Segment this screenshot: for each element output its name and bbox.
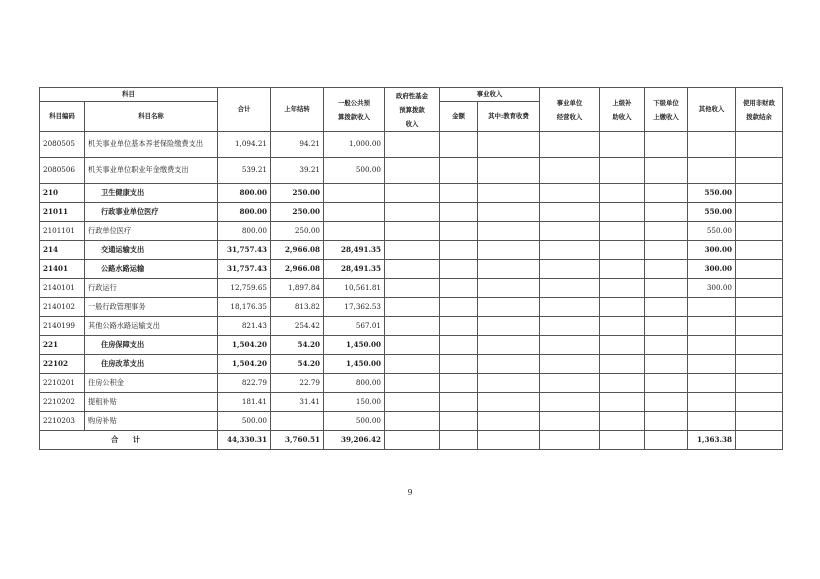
row-gov-fund: [385, 355, 440, 374]
header-other-income: 其他收入: [688, 88, 736, 132]
row-lower-remit: [645, 203, 688, 222]
row-unit-business: [540, 241, 600, 260]
row-code: 2140102: [40, 298, 85, 317]
row-code: 2210201: [40, 374, 85, 393]
row-amount: [440, 336, 478, 355]
row-unit-business: [540, 158, 600, 184]
row-name: 一般行政管理事务: [85, 298, 218, 317]
row-carryover: 250.00: [271, 222, 324, 241]
row-name: 住房改革支出: [85, 355, 218, 374]
row-unit-business: [540, 393, 600, 412]
row-edu-fee: [478, 393, 540, 412]
row-total: 31,757.43: [218, 241, 271, 260]
row-unit-business: [540, 317, 600, 336]
row-total: 800.00: [218, 222, 271, 241]
row-total: 1,504.20: [218, 336, 271, 355]
row-upper-subsidy: [600, 260, 645, 279]
row-carryover: 1,897.84: [271, 279, 324, 298]
row-edu-fee: [478, 279, 540, 298]
row-gov-fund: [385, 374, 440, 393]
totals-carryover: 3,760.51: [271, 431, 324, 450]
totals-lower-remit: [645, 431, 688, 450]
totals-total: 44,330.31: [218, 431, 271, 450]
table-row: [40, 317, 783, 336]
row-general: [324, 203, 385, 222]
row-other: 300.00: [688, 241, 736, 260]
row-code: 221: [40, 336, 85, 355]
row-carryover: 31.41: [271, 393, 324, 412]
row-carryover: 94.21: [271, 132, 324, 158]
row-upper-subsidy: [600, 132, 645, 158]
row-gov-fund: [385, 336, 440, 355]
row-edu-fee: [478, 203, 540, 222]
table-row: [40, 374, 783, 393]
row-other: [688, 412, 736, 431]
table-row: [40, 298, 783, 317]
row-edu-fee: [478, 317, 540, 336]
row-general: 150.00: [324, 393, 385, 412]
row-upper-subsidy: [600, 184, 645, 203]
row-name: 卫生健康支出: [85, 184, 218, 203]
row-general: 1,450.00: [324, 355, 385, 374]
row-other: [688, 132, 736, 158]
row-lower-remit: [645, 393, 688, 412]
row-carryover: 813.82: [271, 298, 324, 317]
row-code: 2210202: [40, 393, 85, 412]
totals-non-fiscal: [736, 431, 783, 450]
row-general: 567.01: [324, 317, 385, 336]
row-amount: [440, 298, 478, 317]
row-edu-fee: [478, 222, 540, 241]
table-row: [40, 184, 783, 203]
row-amount: [440, 317, 478, 336]
row-non-fiscal: [736, 336, 783, 355]
row-edu-fee: [478, 336, 540, 355]
row-name: 公路水路运输: [85, 260, 218, 279]
row-other: [688, 158, 736, 184]
row-general: 500.00: [324, 412, 385, 431]
row-other: 550.00: [688, 203, 736, 222]
page-number: 9: [407, 488, 413, 497]
row-amount: [440, 355, 478, 374]
row-name: 机关事业单位职业年金缴费支出: [85, 158, 218, 184]
table-row: [40, 158, 783, 184]
row-name: 其他公路水路运输支出: [85, 317, 218, 336]
row-carryover: 2,966.08: [271, 241, 324, 260]
row-non-fiscal: [736, 355, 783, 374]
row-name: 住房公积金: [85, 374, 218, 393]
row-name: 交通运输支出: [85, 241, 218, 260]
row-name: 行政单位医疗: [85, 222, 218, 241]
row-upper-subsidy: [600, 336, 645, 355]
row-unit-business: [540, 374, 600, 393]
row-carryover: 254.42: [271, 317, 324, 336]
row-code: 2140101: [40, 279, 85, 298]
table-row: [40, 241, 783, 260]
row-unit-business: [540, 184, 600, 203]
row-upper-subsidy: [600, 374, 645, 393]
row-general: [324, 184, 385, 203]
table-row: [40, 412, 783, 431]
row-gov-fund: [385, 393, 440, 412]
row-total: 18,176.35: [218, 298, 271, 317]
row-unit-business: [540, 298, 600, 317]
row-amount: [440, 393, 478, 412]
row-lower-remit: [645, 336, 688, 355]
row-total: 539.21: [218, 158, 271, 184]
header-subject-name: 科目名称: [85, 102, 218, 132]
row-name: 行政运行: [85, 279, 218, 298]
row-non-fiscal: [736, 203, 783, 222]
header-general-budget-text: 一般公共预 算拨款收入: [338, 98, 370, 121]
row-upper-subsidy: [600, 203, 645, 222]
row-unit-business: [540, 336, 600, 355]
row-other: [688, 393, 736, 412]
row-amount: [440, 132, 478, 158]
header-business-income: 事业收入: [440, 88, 540, 102]
row-upper-subsidy: [600, 279, 645, 298]
row-unit-business: [540, 279, 600, 298]
row-lower-remit: [645, 132, 688, 158]
header-non-fiscal-carry-text: 使用非财政 拨款结余: [743, 98, 775, 121]
row-amount: [440, 260, 478, 279]
totals-row: [40, 431, 783, 450]
row-lower-remit: [645, 241, 688, 260]
row-upper-subsidy: [600, 412, 645, 431]
header-gov-fund-text: 政府性基金 预算拨款 收入: [396, 91, 428, 128]
row-total: 1,504.20: [218, 355, 271, 374]
header-lower-remit-text: 下级单位 上缴收入: [653, 98, 679, 121]
row-lower-remit: [645, 355, 688, 374]
row-amount: [440, 184, 478, 203]
row-carryover: 250.00: [271, 203, 324, 222]
totals-edu-fee: [478, 431, 540, 450]
row-gov-fund: [385, 184, 440, 203]
row-amount: [440, 222, 478, 241]
row-edu-fee: [478, 355, 540, 374]
row-upper-subsidy: [600, 222, 645, 241]
header-upper-subsidy-text: 上级补 助收入: [612, 98, 632, 121]
totals-other: 1,363.38: [688, 431, 736, 450]
header-lower-remit: [645, 88, 688, 132]
row-general: 17,362.53: [324, 298, 385, 317]
row-code: 22102: [40, 355, 85, 374]
row-amount: [440, 374, 478, 393]
row-gov-fund: [385, 279, 440, 298]
row-non-fiscal: [736, 393, 783, 412]
row-other: 550.00: [688, 184, 736, 203]
row-code: 21011: [40, 203, 85, 222]
row-general: 1,000.00: [324, 132, 385, 158]
row-unit-business: [540, 412, 600, 431]
table-row: [40, 355, 783, 374]
row-gov-fund: [385, 241, 440, 260]
header-general-budget: [324, 88, 385, 132]
row-amount: [440, 158, 478, 184]
row-edu-fee: [478, 184, 540, 203]
row-edu-fee: [478, 260, 540, 279]
header-carryover: 上年结转: [271, 88, 324, 132]
row-other: 300.00: [688, 260, 736, 279]
row-total: 12,759.65: [218, 279, 271, 298]
row-other: [688, 317, 736, 336]
row-edu-fee: [478, 298, 540, 317]
row-total: 31,757.43: [218, 260, 271, 279]
row-code: 2210203: [40, 412, 85, 431]
row-upper-subsidy: [600, 158, 645, 184]
header-unit-business-text: 事业单位 经营收入: [556, 98, 583, 121]
row-carryover: 39.21: [271, 158, 324, 184]
row-gov-fund: [385, 298, 440, 317]
header-non-fiscal-carry: [736, 88, 783, 132]
row-upper-subsidy: [600, 393, 645, 412]
row-upper-subsidy: [600, 317, 645, 336]
row-unit-business: [540, 260, 600, 279]
row-other: [688, 355, 736, 374]
row-code: 214: [40, 241, 85, 260]
row-total: 800.00: [218, 184, 271, 203]
table-row: [40, 132, 783, 158]
row-gov-fund: [385, 412, 440, 431]
row-non-fiscal: [736, 241, 783, 260]
row-other: 550.00: [688, 222, 736, 241]
row-total: 822.79: [218, 374, 271, 393]
row-total: 500.00: [218, 412, 271, 431]
budget-table-frame: [39, 87, 783, 450]
row-lower-remit: [645, 158, 688, 184]
row-total: 821.43: [218, 317, 271, 336]
row-edu-fee: [478, 241, 540, 260]
header-subject-code: 科目编码: [40, 102, 85, 132]
totals-gov-fund: [385, 431, 440, 450]
row-upper-subsidy: [600, 298, 645, 317]
row-amount: [440, 279, 478, 298]
row-amount: [440, 412, 478, 431]
row-non-fiscal: [736, 317, 783, 336]
row-other: [688, 298, 736, 317]
header-amount: 金额: [440, 102, 478, 132]
row-other: 300.00: [688, 279, 736, 298]
row-code: 2080506: [40, 158, 85, 184]
row-carryover: 250.00: [271, 184, 324, 203]
row-carryover: 54.20: [271, 336, 324, 355]
row-non-fiscal: [736, 132, 783, 158]
row-other: [688, 374, 736, 393]
row-unit-business: [540, 132, 600, 158]
row-lower-remit: [645, 184, 688, 203]
totals-label: 合 计: [40, 431, 218, 450]
row-general: 800.00: [324, 374, 385, 393]
row-non-fiscal: [736, 298, 783, 317]
row-non-fiscal: [736, 279, 783, 298]
row-non-fiscal: [736, 158, 783, 184]
row-lower-remit: [645, 412, 688, 431]
row-total: 181.41: [218, 393, 271, 412]
row-upper-subsidy: [600, 355, 645, 374]
header-upper-subsidy: [600, 88, 645, 132]
row-unit-business: [540, 203, 600, 222]
table-row: [40, 279, 783, 298]
row-gov-fund: [385, 317, 440, 336]
row-carryover: [271, 412, 324, 431]
totals-general: 39,206.42: [324, 431, 385, 450]
row-carryover: 22.79: [271, 374, 324, 393]
row-name: 机关事业单位基本养老保险缴费支出: [85, 132, 218, 158]
row-gov-fund: [385, 260, 440, 279]
row-carryover: 2,966.08: [271, 260, 324, 279]
row-gov-fund: [385, 158, 440, 184]
table-row: [40, 260, 783, 279]
row-lower-remit: [645, 374, 688, 393]
budget-income-table: [39, 87, 783, 450]
row-name: 购房补贴: [85, 412, 218, 431]
row-general: 10,561.81: [324, 279, 385, 298]
header-subject: 科目: [40, 88, 218, 102]
row-code: 2140199: [40, 317, 85, 336]
row-edu-fee: [478, 412, 540, 431]
row-lower-remit: [645, 279, 688, 298]
totals-amount: [440, 431, 478, 450]
table-row: [40, 336, 783, 355]
row-general: 28,491.35: [324, 260, 385, 279]
row-non-fiscal: [736, 222, 783, 241]
row-general: 500.00: [324, 158, 385, 184]
header-gov-fund: [385, 88, 440, 132]
row-total: 1,094.21: [218, 132, 271, 158]
totals-upper-subsidy: [600, 431, 645, 450]
row-name: 住房保障支出: [85, 336, 218, 355]
row-other: [688, 336, 736, 355]
row-non-fiscal: [736, 412, 783, 431]
row-code: 2080505: [40, 132, 85, 158]
row-total: 800.00: [218, 203, 271, 222]
row-code: 21401: [40, 260, 85, 279]
header-total: 合计: [218, 88, 271, 132]
row-lower-remit: [645, 222, 688, 241]
row-gov-fund: [385, 132, 440, 158]
row-lower-remit: [645, 317, 688, 336]
totals-unit-business: [540, 431, 600, 450]
row-general: 1,450.00: [324, 336, 385, 355]
row-edu-fee: [478, 132, 540, 158]
table-row: [40, 393, 783, 412]
row-lower-remit: [645, 298, 688, 317]
row-upper-subsidy: [600, 241, 645, 260]
row-general: 28,491.35: [324, 241, 385, 260]
header-edu-fee: 其中:教育收费: [478, 102, 540, 132]
row-non-fiscal: [736, 260, 783, 279]
row-general: [324, 222, 385, 241]
header-unit-business: [540, 88, 600, 132]
table-row: [40, 203, 783, 222]
row-non-fiscal: [736, 374, 783, 393]
row-code: 210: [40, 184, 85, 203]
row-amount: [440, 203, 478, 222]
row-name: 提租补贴: [85, 393, 218, 412]
row-carryover: 54.20: [271, 355, 324, 374]
row-gov-fund: [385, 203, 440, 222]
row-lower-remit: [645, 260, 688, 279]
row-amount: [440, 241, 478, 260]
row-edu-fee: [478, 158, 540, 184]
table-row: [40, 222, 783, 241]
row-non-fiscal: [736, 184, 783, 203]
row-unit-business: [540, 355, 600, 374]
row-name: 行政事业单位医疗: [85, 203, 218, 222]
row-unit-business: [540, 222, 600, 241]
table-body: [40, 132, 783, 431]
row-edu-fee: [478, 374, 540, 393]
row-gov-fund: [385, 222, 440, 241]
row-code: 2101101: [40, 222, 85, 241]
